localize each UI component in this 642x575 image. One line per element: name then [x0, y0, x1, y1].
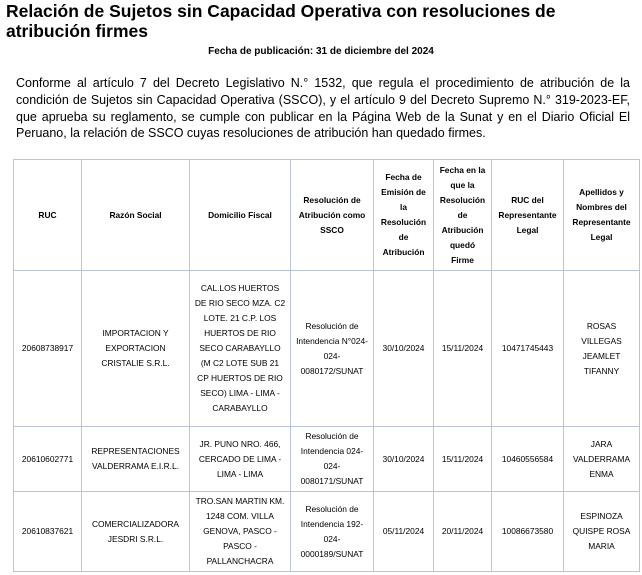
cell-razon-social: COMERCIALIZADORA JESDRI S.R.L. [82, 492, 190, 572]
header-nombre-representante: Apellidos y Nombres del Representante Legal [564, 160, 640, 271]
header-fecha-emision: Fecha de Emisión de la Resolución de Atribución [374, 160, 434, 271]
cell-fecha-emision: 30/10/2024 [374, 427, 434, 492]
cell-razon-social: REPRESENTACIONES VALDERRAMA E.I.R.L. [82, 427, 190, 492]
header-ruc: RUC [14, 160, 82, 271]
header-ruc-representante: RUC del Representante Legal [492, 160, 564, 271]
cell-ruc-representante: 10460556584 [492, 427, 564, 492]
cell-resolucion: Resolución de Intendencia 024-024-0080171/SUNAT [291, 427, 374, 492]
cell-fecha-firme: 15/11/2024 [434, 427, 492, 492]
cell-ruc: 20610837621 [14, 492, 82, 572]
cell-nombre-representante: JARA VALDERRAMA ENMA [564, 427, 640, 492]
cell-ruc: 20608738917 [14, 271, 82, 427]
cell-ruc-representante: 10471745443 [492, 271, 564, 427]
header-fecha-firme: Fecha en la que la Resolución de Atribución quedó Firme [434, 160, 492, 271]
page-title: Relación de Sujetos sin Capacidad Operativa con resoluciones de atribución firmes [6, 1, 556, 41]
ssco-table [13, 159, 640, 572]
cell-ruc-representante: 10086673580 [492, 492, 564, 572]
cell-resolucion: Resolución de Intendencia N°024-024-0080172/SUNAT [291, 271, 374, 427]
table-row [14, 427, 640, 492]
cell-nombre-representante: ROSAS VILLEGAS JEAMLET TIFANNY [564, 271, 640, 427]
header-razon-social: Razón Social [82, 160, 190, 271]
cell-fecha-firme: 15/11/2024 [434, 271, 492, 427]
cell-domicilio: JR. PUNO NRO. 466, CERCADO DE LIMA - LIMA - LIMA [190, 427, 291, 492]
publication-date: Fecha de publicación: 31 de diciembre del 2024 [208, 46, 434, 57]
cell-fecha-emision: 30/10/2024 [374, 271, 434, 427]
cell-fecha-emision: 05/11/2024 [374, 492, 434, 572]
cell-razon-social: IMPORTACION Y EXPORTACION CRISTALIE S.R.L. [82, 271, 190, 427]
table-row [14, 271, 640, 427]
cell-resolucion: Resolución de Intendencia 192-024-0000189/SUNAT [291, 492, 374, 572]
cell-fecha-firme: 20/11/2024 [434, 492, 492, 572]
cell-domicilio: TRO.SAN MARTIN KM. 1248 COM. VILLA GENOVA, PASCO - PASCO - PALLANCHACRA [190, 492, 291, 572]
table-header-row [14, 160, 640, 271]
intro-paragraph: Conforme al artículo 7 del Decreto Legislativo N.° 1532, que regula el procedimiento de atribución de la condición de Sujetos sin Capacidad Operativa (SSCO), y el artículo 9 del Decreto Supremo N.° 319-2023-EF, que aprueba su reglamento, se cumple con publicar en la Página Web de la Sunat y en el Diario Oficial El Peruano, la relación de SSCO cuyas resoluciones de atribución han quedado firmes. [16, 76, 630, 141]
cell-domicilio: CAL.LOS HUERTOS DE RIO SECO MZA. C2 LOTE. 21 C.P. LOS HUERTOS DE RIO SECO CARABAYLLO (M C2 LOTE SUB 21 CP HUERTOS DE RIO SECO) LIMA - LIMA - CARABAYLLO [190, 271, 291, 427]
header-domicilio-fiscal: Domicilio Fiscal [190, 160, 291, 271]
header-resolucion: Resolución de Atribución como SSCO [291, 160, 374, 271]
cell-ruc: 20610602771 [14, 427, 82, 492]
cell-nombre-representante: ESPINOZA QUISPE ROSA MARIA [564, 492, 640, 572]
table-row [14, 492, 640, 572]
